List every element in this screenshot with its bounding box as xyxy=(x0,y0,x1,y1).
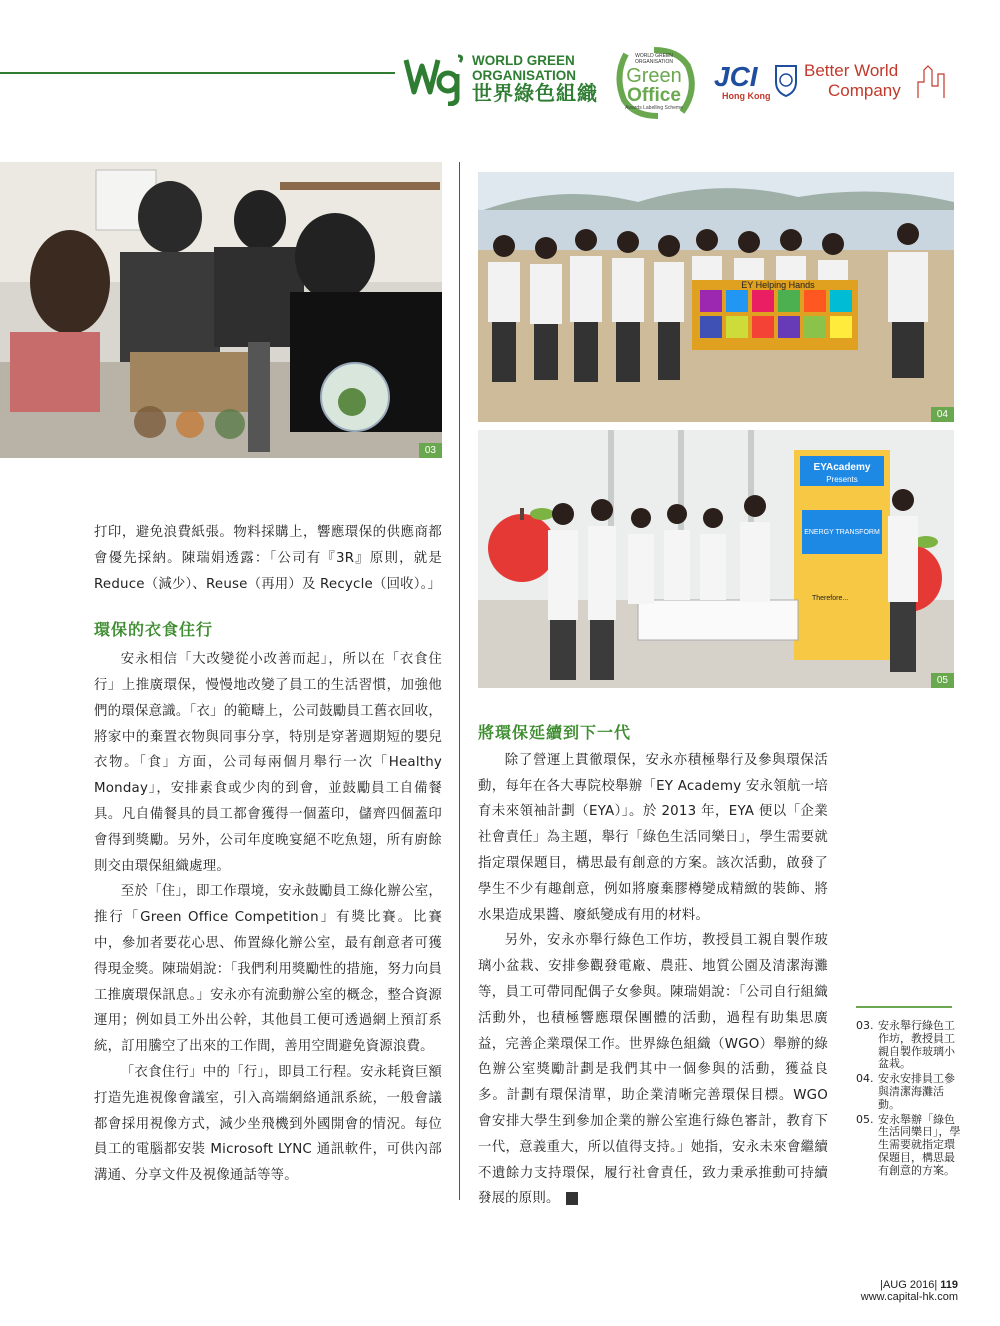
heading-eco-living: 環保的衣食住行 xyxy=(94,620,214,640)
intro-paragraph: 打印，避免浪費紙張。物料採購上，響應環保的供應商都會優先採納。陳瑞娟透露：「公司有『3R』原則，就是 Reduce（減少）、Reuse（再用）及 Recycle（回收）。」 xyxy=(94,525,442,592)
wgo-logo xyxy=(402,50,602,108)
header-rule xyxy=(0,72,395,74)
better-world-company-logo xyxy=(800,58,960,102)
column-divider xyxy=(459,162,460,1200)
bwc-line2: Company xyxy=(828,81,901,100)
green-office-title-1: Green xyxy=(626,65,682,87)
energy-transform: ENERGY TRANSFORM xyxy=(804,529,880,536)
paragraph-2: 至於「住」，即工作環境，安永鼓勵員工綠化辦公室，推行「Green Office Competition」有獎比賽。比賽中，參加者要花心思、佈置綠化辦公室，最有創意者可獲得現金獎。陳瑞娟說：「我們利用獎勵性的措施，努力向員工推廣環保訊息。」安永亦有流動辦公室的概念，整合資源運用；例如員工外出公幹，其他員工便可透過網上預訂系統，訂用騰空了出來的工作間，善用空間避免資源浪費。 xyxy=(94,884,442,1055)
caption-05: 05. 安永舉辦「綠色生活同樂日」，學生需要就指定環保題目，構思最有創意的方案。 xyxy=(856,1112,961,1177)
right-column xyxy=(478,720,828,1212)
photo-number-05: 05 xyxy=(931,673,954,688)
wgo-name-zh: 世界綠色組織 xyxy=(472,80,598,105)
paragraph-1: 安永相信「大改變從小改善而起」，所以在「衣食住行」上推廣環保，慢慢地改變了員工的生活習慣，加強他們的環保意識。「衣」的範疇上，公司鼓勵員工舊衣回收，將家中的棄置衣物與同事分享，特別是穿著週期短的嬰兒衣物。「食」方面，公司每兩個月舉行一次「Healthy Monday」，安排素食或少肉的到會，並鼓勵員工自備餐具。凡自備餐具的員工都會獲得一個蓋印，儲齊四個蓋印會得到獎勵。另外，公司年度晚宴絕不吃魚翅，所有廚餘則交由環保組織處理。 xyxy=(94,652,442,874)
wgo-name-en-1: WORLD GREEN xyxy=(472,53,575,69)
green-office-logo xyxy=(606,46,702,120)
heading-next-generation: 將環保延續到下一代 xyxy=(478,723,632,742)
photo-workshop xyxy=(0,162,442,458)
paragraph-r2: 另外，安永亦舉行綠色工作坊，教授員工親自製作玻璃小盆栽、安排參觀發電廠、農莊、地質公園及清潔海灘等，員工可帶同配偶子女參與。陳瑞娟說：「公司自行組織活動外，也積極響應環保團體的活動，過程有助集思廣益，完善企業環保工作。世界綠色組織（WGO）舉辦的綠色辦公室獎勵計劃是我們其中一個參與的活動，獲益良多。計劃有環保清單，助企業清晰完善環保目標。WGO 會安排大學生到參加企業的辦公室進行綠色審計，教育下一代，意義重大，所以值得支持。」她指，安永未來會繼續不遺餘力支持環保，履行社會責任，致力秉承推動可持續發展的原則。 xyxy=(478,933,828,1207)
wgo-name-en-2: ORGANISATION xyxy=(472,67,576,83)
green-office-title-2: Office xyxy=(627,85,681,106)
photo-number-03: 03 xyxy=(419,443,442,458)
page-number: 119 xyxy=(940,1279,958,1291)
photo-beach-cleanup xyxy=(478,172,954,422)
jci-sub: Hong Kong xyxy=(722,91,771,101)
website-url: www.capital-hk.com xyxy=(860,1291,958,1303)
page-footer xyxy=(848,1279,958,1303)
green-office-sub: Awards Labelling Scheme xyxy=(625,105,683,111)
eya-sub: Presents xyxy=(826,475,858,484)
green-office-top1: WORLD GREEN xyxy=(635,53,673,59)
photo-number-04: 04 xyxy=(931,407,954,422)
wgo-mark-icon xyxy=(402,52,466,106)
left-column xyxy=(94,520,442,1189)
caption-04: 04. 安永安排員工參與清潔海灘活動。 xyxy=(856,1072,955,1111)
eya-banner: EYAcademy xyxy=(813,462,871,473)
jci-wordmark: JCI xyxy=(714,61,758,92)
therefore-text: Therefore... xyxy=(812,595,849,602)
jci-logo xyxy=(712,56,802,102)
paragraph-r1: 除了營運上貫徹環保，安永亦積極舉行及參與環保活動，每年在各大專院校舉辦「EY Academy 安永領航一培育未來領袖計劃（EYA）」。於 2013 年，EYA 便以「企業社會責任」為主題，舉行「綠色生活同樂日」，學生需要就指定環保題目，構思最有創意的方案。該次活動，啟發了學生不少有趣創意，例如將廢棄膠樽變成精緻的裝飾、將水果造成果醬、廢紙變成有用的材料。 xyxy=(478,752,828,923)
banner-ey-helping-hands: EY Helping Hands xyxy=(741,280,815,290)
green-office-top2: ORGANISATION xyxy=(635,59,673,65)
photo-green-fun-day xyxy=(478,430,954,688)
caption-rule xyxy=(856,1006,952,1008)
end-mark-icon: ㊥ xyxy=(566,1192,578,1205)
photo-captions xyxy=(856,1020,962,1180)
paragraph-3: 「衣食住行」中的「行」，即員工行程。安永耗資巨額打造先進視像會議室，引入高端網絡通訊系統，一般會議都會採用視像方式，減少坐飛機到外國開會的情況。每位員工的電腦都安裝 Microsoft LYNC 通訊軟件，可供內部溝通、分享文件及視像通話等等。 xyxy=(94,1064,442,1184)
issue-date: |AUG 2016| xyxy=(880,1279,938,1291)
caption-03: 03. 安永舉行綠色工作坊，教授員工親自製作玻璃小盆栽。 xyxy=(856,1019,955,1071)
bwc-line1: Better World xyxy=(804,61,899,80)
